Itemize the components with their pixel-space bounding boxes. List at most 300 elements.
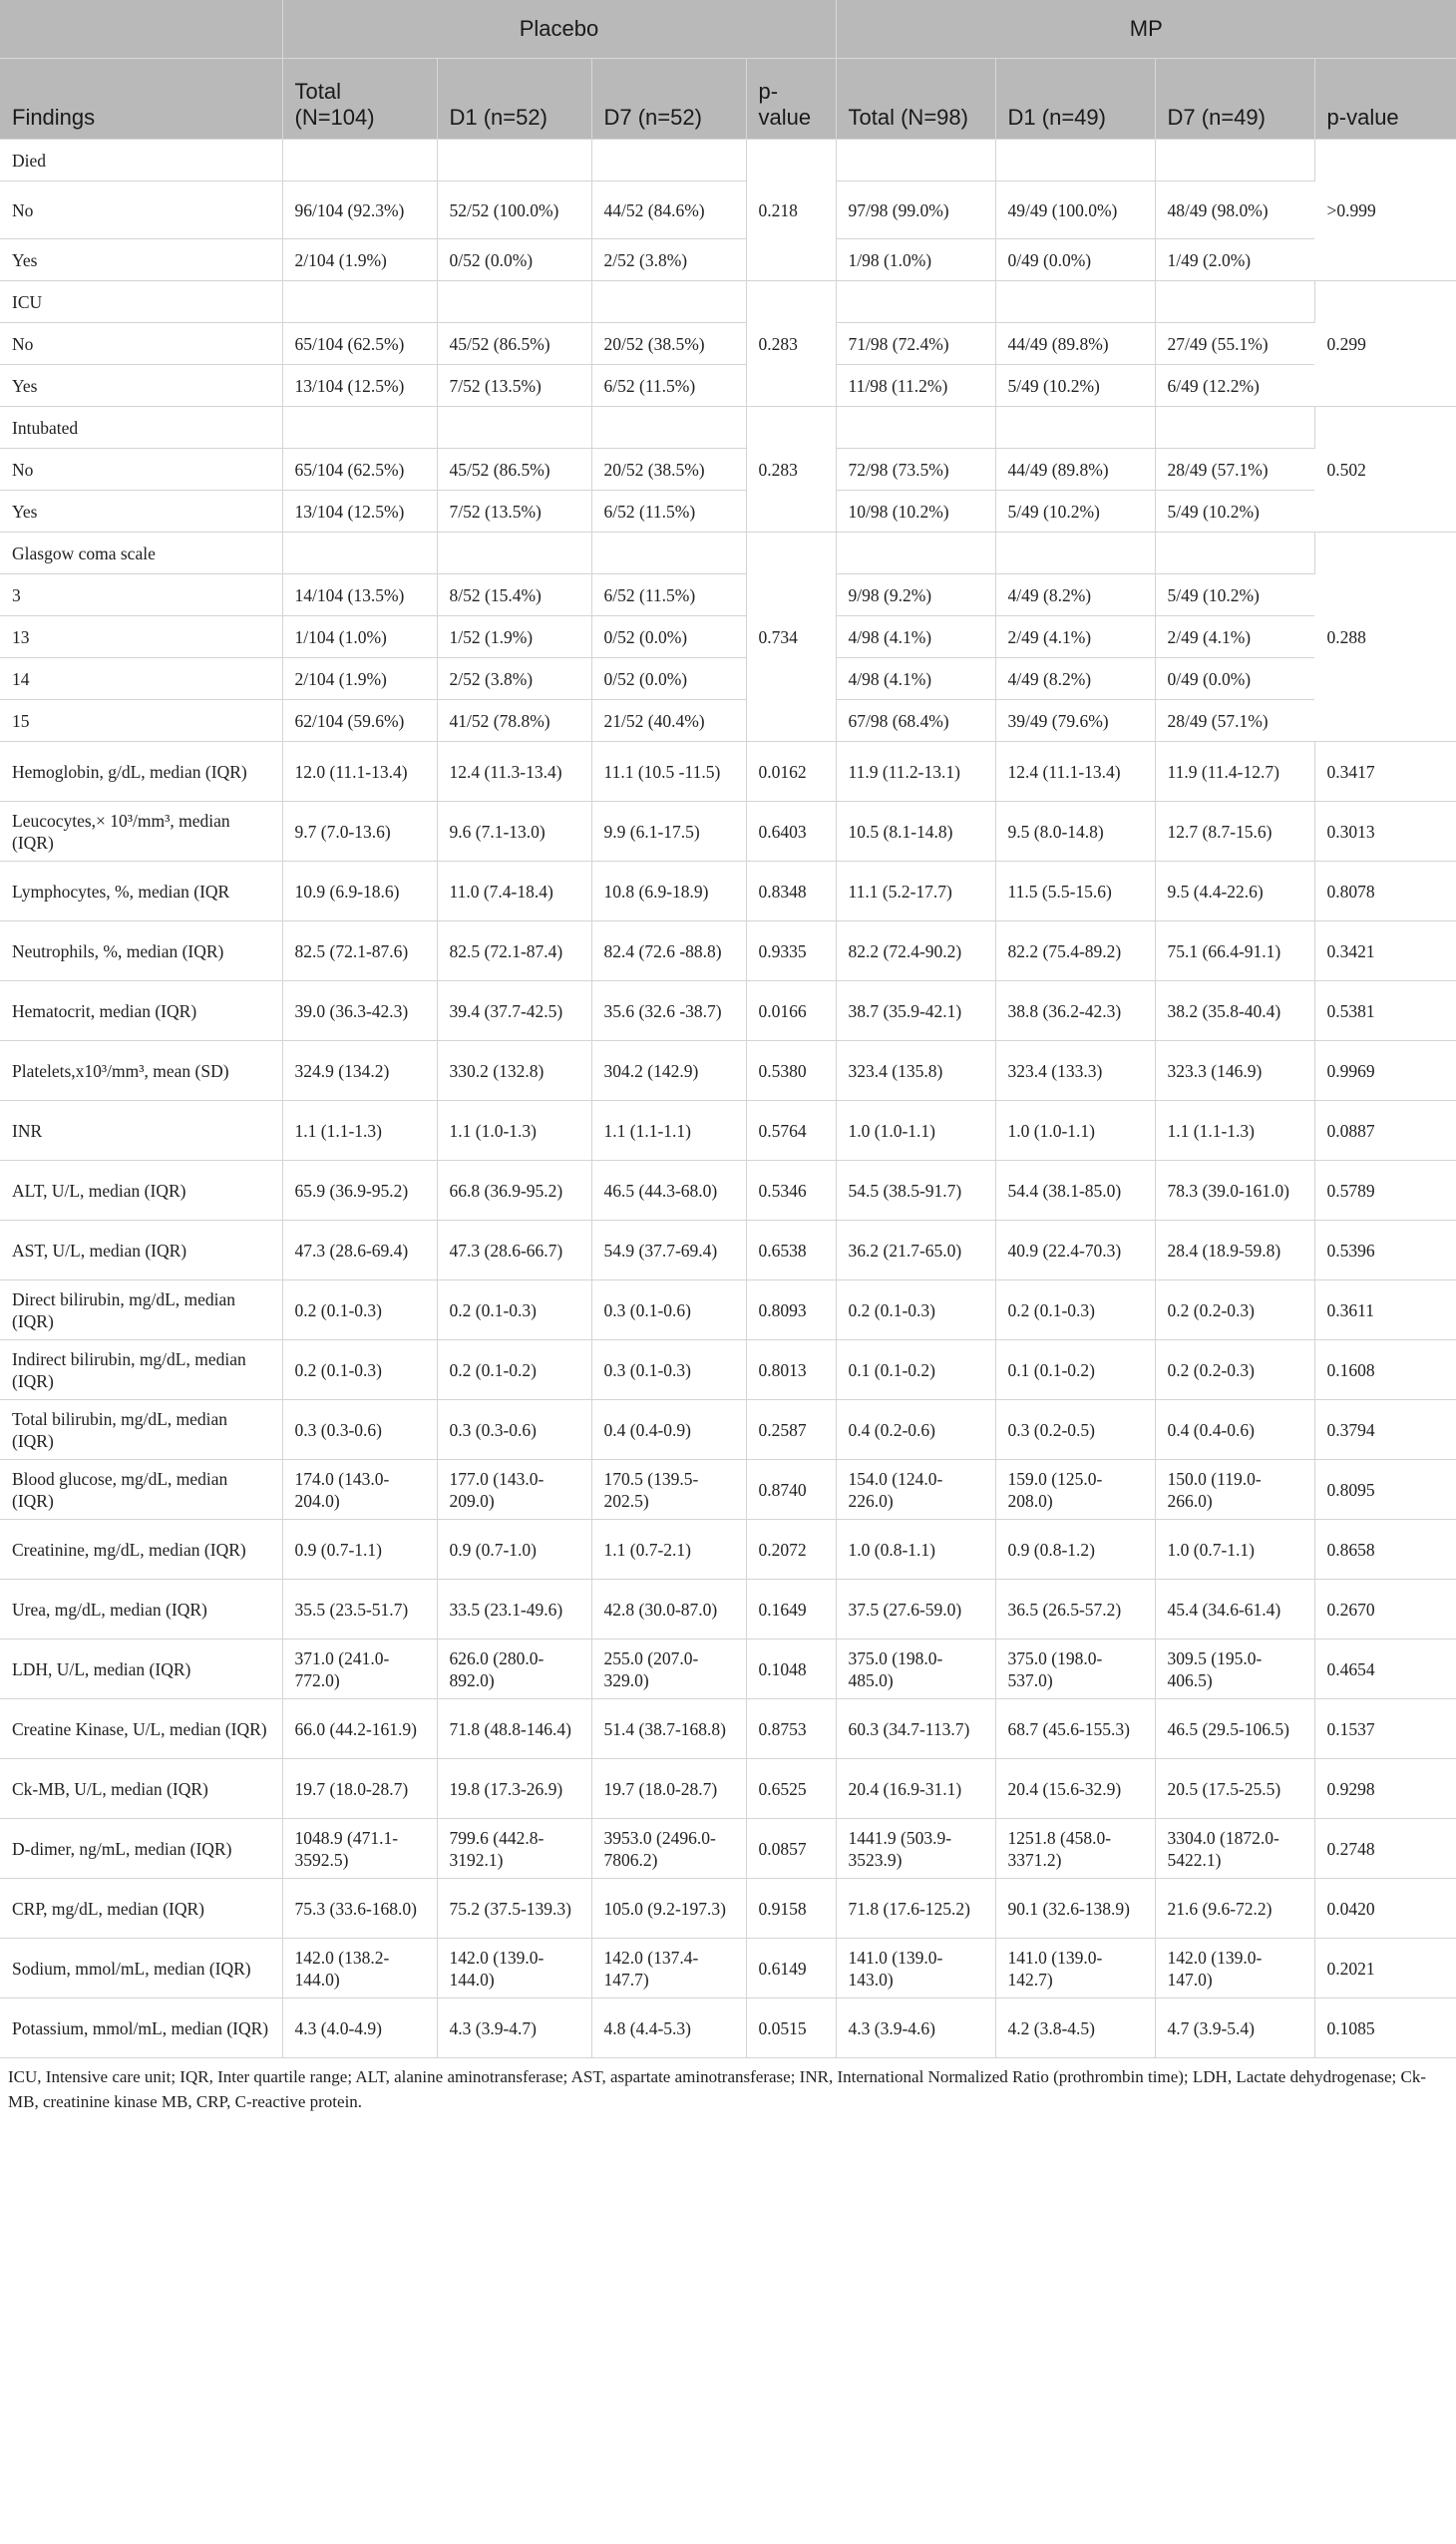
table-cell: 11.9 (11.4-12.7) — [1155, 742, 1314, 802]
table-cell: 36.5 (26.5-57.2) — [995, 1580, 1155, 1639]
row-label: Neutrophils, %, median (IQR) — [0, 921, 282, 981]
table-cell: 2/52 (3.8%) — [437, 658, 591, 700]
table-cell: 0.6403 — [746, 802, 836, 862]
table-cell — [836, 407, 995, 449]
row-label: AST, U/L, median (IQR) — [0, 1221, 282, 1280]
row-label: 14 — [0, 658, 282, 700]
table-cell: 45/52 (86.5%) — [437, 449, 591, 491]
table-cell: 375.0 (198.0-537.0) — [995, 1639, 1155, 1699]
table-cell: 0.4654 — [1314, 1639, 1456, 1699]
table-cell: 0.8013 — [746, 1340, 836, 1400]
row-label: No — [0, 449, 282, 491]
table-cell: 66.8 (36.9-95.2) — [437, 1161, 591, 1221]
table-row — [0, 862, 1456, 921]
table-cell: 1.1 (0.7-2.1) — [591, 1520, 746, 1580]
table-cell: 40.9 (22.4-70.3) — [995, 1221, 1155, 1280]
table-cell — [437, 281, 591, 323]
table-cell: 5/49 (10.2%) — [1155, 574, 1314, 616]
table-cell: 66.0 (44.2-161.9) — [282, 1699, 437, 1759]
table-row — [0, 921, 1456, 981]
table-row — [0, 407, 1456, 449]
table-cell — [1155, 533, 1314, 574]
table-cell: 0.3 (0.1-0.6) — [591, 1280, 746, 1340]
table-cell: 0.8093 — [746, 1280, 836, 1340]
table-cell: 4/49 (8.2%) — [995, 574, 1155, 616]
table-cell: 35.5 (23.5-51.7) — [282, 1580, 437, 1639]
table-cell: 0.5346 — [746, 1161, 836, 1221]
row-label: Yes — [0, 491, 282, 533]
section-label: Glasgow coma scale — [0, 533, 282, 574]
table-cell: 2/49 (4.1%) — [1155, 616, 1314, 658]
table-cell: 0.1608 — [1314, 1340, 1456, 1400]
table-cell — [995, 533, 1155, 574]
table-cell: 41/52 (78.8%) — [437, 700, 591, 742]
table-cell: 0.9 (0.7-1.0) — [437, 1520, 591, 1580]
table-cell: 0.1649 — [746, 1580, 836, 1639]
table-cell: 14/104 (13.5%) — [282, 574, 437, 616]
table-cell: 1/49 (2.0%) — [1155, 239, 1314, 281]
p-value-placebo: 0.218 — [746, 140, 836, 281]
table-cell: 45/52 (86.5%) — [437, 323, 591, 365]
table-cell: 0.5381 — [1314, 981, 1456, 1041]
table-cell: 0.3794 — [1314, 1400, 1456, 1460]
table-cell: 0.6525 — [746, 1759, 836, 1819]
table-cell: 0.8095 — [1314, 1460, 1456, 1520]
table-cell: 105.0 (9.2-197.3) — [591, 1879, 746, 1939]
table-cell: 9.6 (7.1-13.0) — [437, 802, 591, 862]
table-cell: 2/49 (4.1%) — [995, 616, 1155, 658]
table-cell: 28/49 (57.1%) — [1155, 449, 1314, 491]
table-cell: 44/49 (89.8%) — [995, 449, 1155, 491]
table-cell: 1/52 (1.9%) — [437, 616, 591, 658]
p-value-placebo: 0.734 — [746, 533, 836, 742]
table-row — [0, 981, 1456, 1041]
table-row — [0, 239, 1456, 281]
table-cell: 799.6 (442.8-3192.1) — [437, 1819, 591, 1879]
table-cell: 54.4 (38.1-85.0) — [995, 1161, 1155, 1221]
table-cell: 1.1 (1.1-1.3) — [1155, 1101, 1314, 1161]
table-cell: 51.4 (38.7-168.8) — [591, 1699, 746, 1759]
row-label: INR — [0, 1101, 282, 1161]
table-cell: 11.5 (5.5-15.6) — [995, 862, 1155, 921]
table-cell: 0.2 (0.1-0.3) — [437, 1280, 591, 1340]
table-row — [0, 1400, 1456, 1460]
row-label: Sodium, mmol/mL, median (IQR) — [0, 1939, 282, 1999]
table-cell: 48/49 (98.0%) — [1155, 182, 1314, 239]
table-cell: 6/52 (11.5%) — [591, 365, 746, 407]
table-cell: 75.3 (33.6-168.0) — [282, 1879, 437, 1939]
table-cell: 38.2 (35.8-40.4) — [1155, 981, 1314, 1041]
row-label: Yes — [0, 239, 282, 281]
table-cell: 159.0 (125.0-208.0) — [995, 1460, 1155, 1520]
table-row — [0, 182, 1456, 239]
table-cell: 1251.8 (458.0-3371.2) — [995, 1819, 1155, 1879]
table-row — [0, 1221, 1456, 1280]
table-cell: 45.4 (34.6-61.4) — [1155, 1580, 1314, 1639]
table-cell: 6/52 (11.5%) — [591, 574, 746, 616]
table-cell: 0.1085 — [1314, 1999, 1456, 2058]
table-cell: 20.5 (17.5-25.5) — [1155, 1759, 1314, 1819]
table-cell — [995, 140, 1155, 182]
table-cell: 44/52 (84.6%) — [591, 182, 746, 239]
table-cell: 37.5 (27.6-59.0) — [836, 1580, 995, 1639]
table-cell: 75.1 (66.4-91.1) — [1155, 921, 1314, 981]
section-label: Intubated — [0, 407, 282, 449]
table-cell: 5/49 (10.2%) — [995, 491, 1155, 533]
table-cell: 371.0 (241.0-772.0) — [282, 1639, 437, 1699]
table-cell: 4.8 (4.4-5.3) — [591, 1999, 746, 2058]
column-header: Total (N=104) — [282, 59, 437, 140]
table-cell: 1.1 (1.1-1.3) — [282, 1101, 437, 1161]
table-cell: 142.0 (139.0-144.0) — [437, 1939, 591, 1999]
table-cell: 0.4 (0.4-0.6) — [1155, 1400, 1314, 1460]
table-cell: 90.1 (32.6-138.9) — [995, 1879, 1155, 1939]
table-cell: 1.1 (1.0-1.3) — [437, 1101, 591, 1161]
table-cell: 142.0 (137.4-147.7) — [591, 1939, 746, 1999]
row-label: Hemoglobin, g/dL, median (IQR) — [0, 742, 282, 802]
group-header-mp: MP — [836, 0, 1456, 59]
table-cell: 27/49 (55.1%) — [1155, 323, 1314, 365]
row-label: ALT, U/L, median (IQR) — [0, 1161, 282, 1221]
table-cell: 9.5 (8.0-14.8) — [995, 802, 1155, 862]
table-cell: 10.8 (6.9-18.9) — [591, 862, 746, 921]
table-cell: 39/49 (79.6%) — [995, 700, 1155, 742]
table-cell: 11.9 (11.2-13.1) — [836, 742, 995, 802]
table-row — [0, 449, 1456, 491]
table-cell: 323.4 (133.3) — [995, 1041, 1155, 1101]
table-cell — [591, 407, 746, 449]
table-cell: 3304.0 (1872.0-5422.1) — [1155, 1819, 1314, 1879]
p-value-mp: 0.288 — [1314, 533, 1456, 742]
table-cell: 5/49 (10.2%) — [1155, 491, 1314, 533]
column-header: Findings — [0, 59, 282, 140]
table-row — [0, 1161, 1456, 1221]
table-row — [0, 1999, 1456, 2058]
table-cell: 96/104 (92.3%) — [282, 182, 437, 239]
table-cell: 2/104 (1.9%) — [282, 658, 437, 700]
table-cell: 150.0 (119.0-266.0) — [1155, 1460, 1314, 1520]
table-cell: 68.7 (45.6-155.3) — [995, 1699, 1155, 1759]
table-cell: 0.8740 — [746, 1460, 836, 1520]
table-cell: 38.7 (35.9-42.1) — [836, 981, 995, 1041]
table-row — [0, 491, 1456, 533]
table-cell: 4.7 (3.9-5.4) — [1155, 1999, 1314, 2058]
table-cell: 67/98 (68.4%) — [836, 700, 995, 742]
table-row — [0, 140, 1456, 182]
table-cell — [437, 140, 591, 182]
table-cell: 0.2748 — [1314, 1819, 1456, 1879]
table-cell: 0.1 (0.1-0.2) — [995, 1340, 1155, 1400]
table-cell: 0/49 (0.0%) — [1155, 658, 1314, 700]
table-footnote: ICU, Intensive care unit; IQR, Inter quartile range; ALT, alanine aminotransferase; AST, aspartate aminotransferase; INR, International Normalized Ratio (prothrombin time); LDH, Lactate dehydrogenase; Ck-MB, creatinine kinase MB, CRP, C-reactive protein. — [8, 2067, 1427, 2111]
row-label: Total bilirubin, mg/dL, median (IQR) — [0, 1400, 282, 1460]
column-header: p-value — [746, 59, 836, 140]
table-row — [0, 1580, 1456, 1639]
table-cell: 323.4 (135.8) — [836, 1041, 995, 1101]
table-row — [0, 574, 1456, 616]
table-cell: 0.3013 — [1314, 802, 1456, 862]
table-cell: 71/98 (72.4%) — [836, 323, 995, 365]
table-cell: 0.6538 — [746, 1221, 836, 1280]
table-cell: 75.2 (37.5-139.3) — [437, 1879, 591, 1939]
table-cell: 13/104 (12.5%) — [282, 491, 437, 533]
table-cell — [1155, 407, 1314, 449]
table-cell: 71.8 (48.8-146.4) — [437, 1699, 591, 1759]
table-cell: 0.3417 — [1314, 742, 1456, 802]
column-header-row — [0, 59, 1456, 140]
table-cell — [1155, 281, 1314, 323]
table-row — [0, 658, 1456, 700]
table-cell: 6/49 (12.2%) — [1155, 365, 1314, 407]
row-label: Creatine Kinase, U/L, median (IQR) — [0, 1699, 282, 1759]
table-cell: 330.2 (132.8) — [437, 1041, 591, 1101]
table-cell: 0.1537 — [1314, 1699, 1456, 1759]
table-cell — [282, 533, 437, 574]
section-label: ICU — [0, 281, 282, 323]
table-cell: 82.2 (75.4-89.2) — [995, 921, 1155, 981]
table-cell: 60.3 (34.7-113.7) — [836, 1699, 995, 1759]
row-label: Lymphocytes, %, median (IQR — [0, 862, 282, 921]
table-cell: 4.2 (3.8-4.5) — [995, 1999, 1155, 2058]
table-cell: 6/52 (11.5%) — [591, 491, 746, 533]
table-cell: 33.5 (23.1-49.6) — [437, 1580, 591, 1639]
table-cell — [591, 281, 746, 323]
table-cell: 82.5 (72.1-87.4) — [437, 921, 591, 981]
table-cell: 1048.9 (471.1-3592.5) — [282, 1819, 437, 1879]
table-cell: 0.2 (0.1-0.3) — [282, 1280, 437, 1340]
table-cell — [591, 533, 746, 574]
table-cell: 0.9298 — [1314, 1759, 1456, 1819]
table-cell: 54.5 (38.5-91.7) — [836, 1161, 995, 1221]
row-label: LDH, U/L, median (IQR) — [0, 1639, 282, 1699]
table-cell: 39.0 (36.3-42.3) — [282, 981, 437, 1041]
table-cell — [282, 140, 437, 182]
row-label: 13 — [0, 616, 282, 658]
table-cell: 2/104 (1.9%) — [282, 239, 437, 281]
table-cell: 309.5 (195.0-406.5) — [1155, 1639, 1314, 1699]
row-label: Ck-MB, U/L, median (IQR) — [0, 1759, 282, 1819]
table-row — [0, 281, 1456, 323]
table-cell: 10.9 (6.9-18.6) — [282, 862, 437, 921]
group-header-placebo: Placebo — [282, 0, 836, 59]
table-cell: 142.0 (138.2-144.0) — [282, 1939, 437, 1999]
table-cell: 42.8 (30.0-87.0) — [591, 1580, 746, 1639]
table-cell: 0.3421 — [1314, 921, 1456, 981]
table-cell: 21.6 (9.6-72.2) — [1155, 1879, 1314, 1939]
table-cell: 65.9 (36.9-95.2) — [282, 1161, 437, 1221]
table-cell: 0.5396 — [1314, 1221, 1456, 1280]
table-cell: 324.9 (134.2) — [282, 1041, 437, 1101]
p-value-mp: 0.502 — [1314, 407, 1456, 533]
row-label: Potassium, mmol/mL, median (IQR) — [0, 1999, 282, 2058]
table-row — [0, 1759, 1456, 1819]
row-label: Hematocrit, median (IQR) — [0, 981, 282, 1041]
table-cell: 71.8 (17.6-125.2) — [836, 1879, 995, 1939]
table-cell: 2/52 (3.8%) — [591, 239, 746, 281]
table-cell: 28/49 (57.1%) — [1155, 700, 1314, 742]
table-cell: 4/49 (8.2%) — [995, 658, 1155, 700]
table-cell: 323.3 (146.9) — [1155, 1041, 1314, 1101]
table-cell: 39.4 (37.7-42.5) — [437, 981, 591, 1041]
table-cell: 12.4 (11.1-13.4) — [995, 742, 1155, 802]
table-cell: 47.3 (28.6-69.4) — [282, 1221, 437, 1280]
table-cell: 0/49 (0.0%) — [995, 239, 1155, 281]
table-cell: 0.2072 — [746, 1520, 836, 1580]
table-cell: 0.9335 — [746, 921, 836, 981]
table-cell: 0.3 (0.2-0.5) — [995, 1400, 1155, 1460]
table-cell: 20.4 (15.6-32.9) — [995, 1759, 1155, 1819]
table-cell: 36.2 (21.7-65.0) — [836, 1221, 995, 1280]
table-cell: 0.2 (0.2-0.3) — [1155, 1280, 1314, 1340]
table-cell: 1/98 (1.0%) — [836, 239, 995, 281]
table-cell: 44/49 (89.8%) — [995, 323, 1155, 365]
p-value-mp: >0.999 — [1314, 140, 1456, 281]
p-value-mp: 0.299 — [1314, 281, 1456, 407]
table-cell: 0.2 (0.1-0.2) — [437, 1340, 591, 1400]
table-cell: 0.9 (0.7-1.1) — [282, 1520, 437, 1580]
table-cell: 0.0887 — [1314, 1101, 1456, 1161]
table-cell: 0.1 (0.1-0.2) — [836, 1340, 995, 1400]
table-cell — [1155, 140, 1314, 182]
table-cell: 0.2 (0.2-0.3) — [1155, 1340, 1314, 1400]
table-cell: 78.3 (39.0-161.0) — [1155, 1161, 1314, 1221]
table-row — [0, 365, 1456, 407]
table-cell: 142.0 (139.0-147.0) — [1155, 1939, 1314, 1999]
table-cell: 1.0 (1.0-1.1) — [836, 1101, 995, 1161]
table-row — [0, 1699, 1456, 1759]
table-cell: 12.0 (11.1-13.4) — [282, 742, 437, 802]
column-header: p-value — [1314, 59, 1456, 140]
table-cell: 0.4 (0.4-0.9) — [591, 1400, 746, 1460]
row-label: Urea, mg/dL, median (IQR) — [0, 1580, 282, 1639]
table-cell — [836, 140, 995, 182]
table-cell: 0/52 (0.0%) — [591, 658, 746, 700]
table-cell: 4.3 (3.9-4.7) — [437, 1999, 591, 2058]
column-header: D7 (n=52) — [591, 59, 746, 140]
row-label: Leucocytes,× 10³/mm³, median (IQR) — [0, 802, 282, 862]
table-cell: 54.9 (37.7-69.4) — [591, 1221, 746, 1280]
table-cell — [995, 407, 1155, 449]
table-body — [0, 140, 1456, 2058]
table-cell: 0.2587 — [746, 1400, 836, 1460]
table-cell: 11.1 (10.5 -11.5) — [591, 742, 746, 802]
table-cell: 0.8658 — [1314, 1520, 1456, 1580]
table-cell: 11.0 (7.4-18.4) — [437, 862, 591, 921]
table-row — [0, 1101, 1456, 1161]
table-cell: 11.1 (5.2-17.7) — [836, 862, 995, 921]
table-cell: 0.3 (0.1-0.3) — [591, 1340, 746, 1400]
table-row — [0, 1520, 1456, 1580]
table-cell — [437, 407, 591, 449]
table-cell: 65/104 (62.5%) — [282, 323, 437, 365]
table-cell: 0.0166 — [746, 981, 836, 1041]
table-row — [0, 616, 1456, 658]
row-label: 15 — [0, 700, 282, 742]
table-cell — [282, 281, 437, 323]
table-cell: 46.5 (29.5-106.5) — [1155, 1699, 1314, 1759]
table-cell: 0/52 (0.0%) — [591, 616, 746, 658]
table-cell: 5/49 (10.2%) — [995, 365, 1155, 407]
table-cell: 62/104 (59.6%) — [282, 700, 437, 742]
table-row — [0, 742, 1456, 802]
table-cell: 13/104 (12.5%) — [282, 365, 437, 407]
table-cell: 9.9 (6.1-17.5) — [591, 802, 746, 862]
table-cell: 19.7 (18.0-28.7) — [591, 1759, 746, 1819]
table-cell: 4/98 (4.1%) — [836, 658, 995, 700]
table-cell: 0.9158 — [746, 1879, 836, 1939]
table-cell: 49/49 (100.0%) — [995, 182, 1155, 239]
table-cell: 9.5 (4.4-22.6) — [1155, 862, 1314, 921]
table-cell: 0.3 (0.3-0.6) — [437, 1400, 591, 1460]
row-label: Direct bilirubin, mg/dL, median (IQR) — [0, 1280, 282, 1340]
table-cell: 0.1048 — [746, 1639, 836, 1699]
table-cell: 1.0 (0.7-1.1) — [1155, 1520, 1314, 1580]
table-row — [0, 1340, 1456, 1400]
row-label: No — [0, 182, 282, 239]
table-cell: 52/52 (100.0%) — [437, 182, 591, 239]
header-blank — [0, 0, 282, 59]
column-header: D7 (n=49) — [1155, 59, 1314, 140]
table-cell: 0.8078 — [1314, 862, 1456, 921]
table-cell: 1.1 (1.1-1.1) — [591, 1101, 746, 1161]
table-cell: 0.3 (0.3-0.6) — [282, 1400, 437, 1460]
table-header — [0, 0, 1456, 140]
section-label: Died — [0, 140, 282, 182]
row-label: CRP, mg/dL, median (IQR) — [0, 1879, 282, 1939]
table-cell: 0.8753 — [746, 1699, 836, 1759]
table-cell: 7/52 (13.5%) — [437, 365, 591, 407]
table-cell: 20.4 (16.9-31.1) — [836, 1759, 995, 1819]
table-cell: 19.7 (18.0-28.7) — [282, 1759, 437, 1819]
table-row — [0, 1041, 1456, 1101]
table-row — [0, 533, 1456, 574]
table-cell: 82.5 (72.1-87.6) — [282, 921, 437, 981]
table-cell: 72/98 (73.5%) — [836, 449, 995, 491]
table-cell: 3953.0 (2496.0-7806.2) — [591, 1819, 746, 1879]
table-cell: 9/98 (9.2%) — [836, 574, 995, 616]
table-cell — [282, 407, 437, 449]
table-cell: 7/52 (13.5%) — [437, 491, 591, 533]
table-cell — [995, 281, 1155, 323]
table-cell: 10.5 (8.1-14.8) — [836, 802, 995, 862]
table-cell: 1.0 (0.8-1.1) — [836, 1520, 995, 1580]
p-value-placebo: 0.283 — [746, 407, 836, 533]
table-row — [0, 1879, 1456, 1939]
table-row — [0, 1819, 1456, 1879]
table-cell: 0.4 (0.2-0.6) — [836, 1400, 995, 1460]
table-cell — [836, 281, 995, 323]
table-cell: 255.0 (207.0-329.0) — [591, 1639, 746, 1699]
p-value-placebo: 0.283 — [746, 281, 836, 407]
row-label: D-dimer, ng/mL, median (IQR) — [0, 1819, 282, 1879]
table-cell: 174.0 (143.0-204.0) — [282, 1460, 437, 1520]
table-cell: 82.2 (72.4-90.2) — [836, 921, 995, 981]
table-cell: 4.3 (3.9-4.6) — [836, 1999, 995, 2058]
row-label: Indirect bilirubin, mg/dL, median (IQR) — [0, 1340, 282, 1400]
table-cell: 0.9 (0.8-1.2) — [995, 1520, 1155, 1580]
table-cell: 0.3611 — [1314, 1280, 1456, 1340]
table-cell — [591, 140, 746, 182]
table-cell: 141.0 (139.0-143.0) — [836, 1939, 995, 1999]
table-row — [0, 1939, 1456, 1999]
table-cell: 1441.9 (503.9-3523.9) — [836, 1819, 995, 1879]
table-cell: 0.2 (0.1-0.3) — [995, 1280, 1155, 1340]
table-cell: 0.9969 — [1314, 1041, 1456, 1101]
table-cell: 0.0420 — [1314, 1879, 1456, 1939]
table-cell: 304.2 (142.9) — [591, 1041, 746, 1101]
table-cell: 12.7 (8.7-15.6) — [1155, 802, 1314, 862]
row-label: No — [0, 323, 282, 365]
